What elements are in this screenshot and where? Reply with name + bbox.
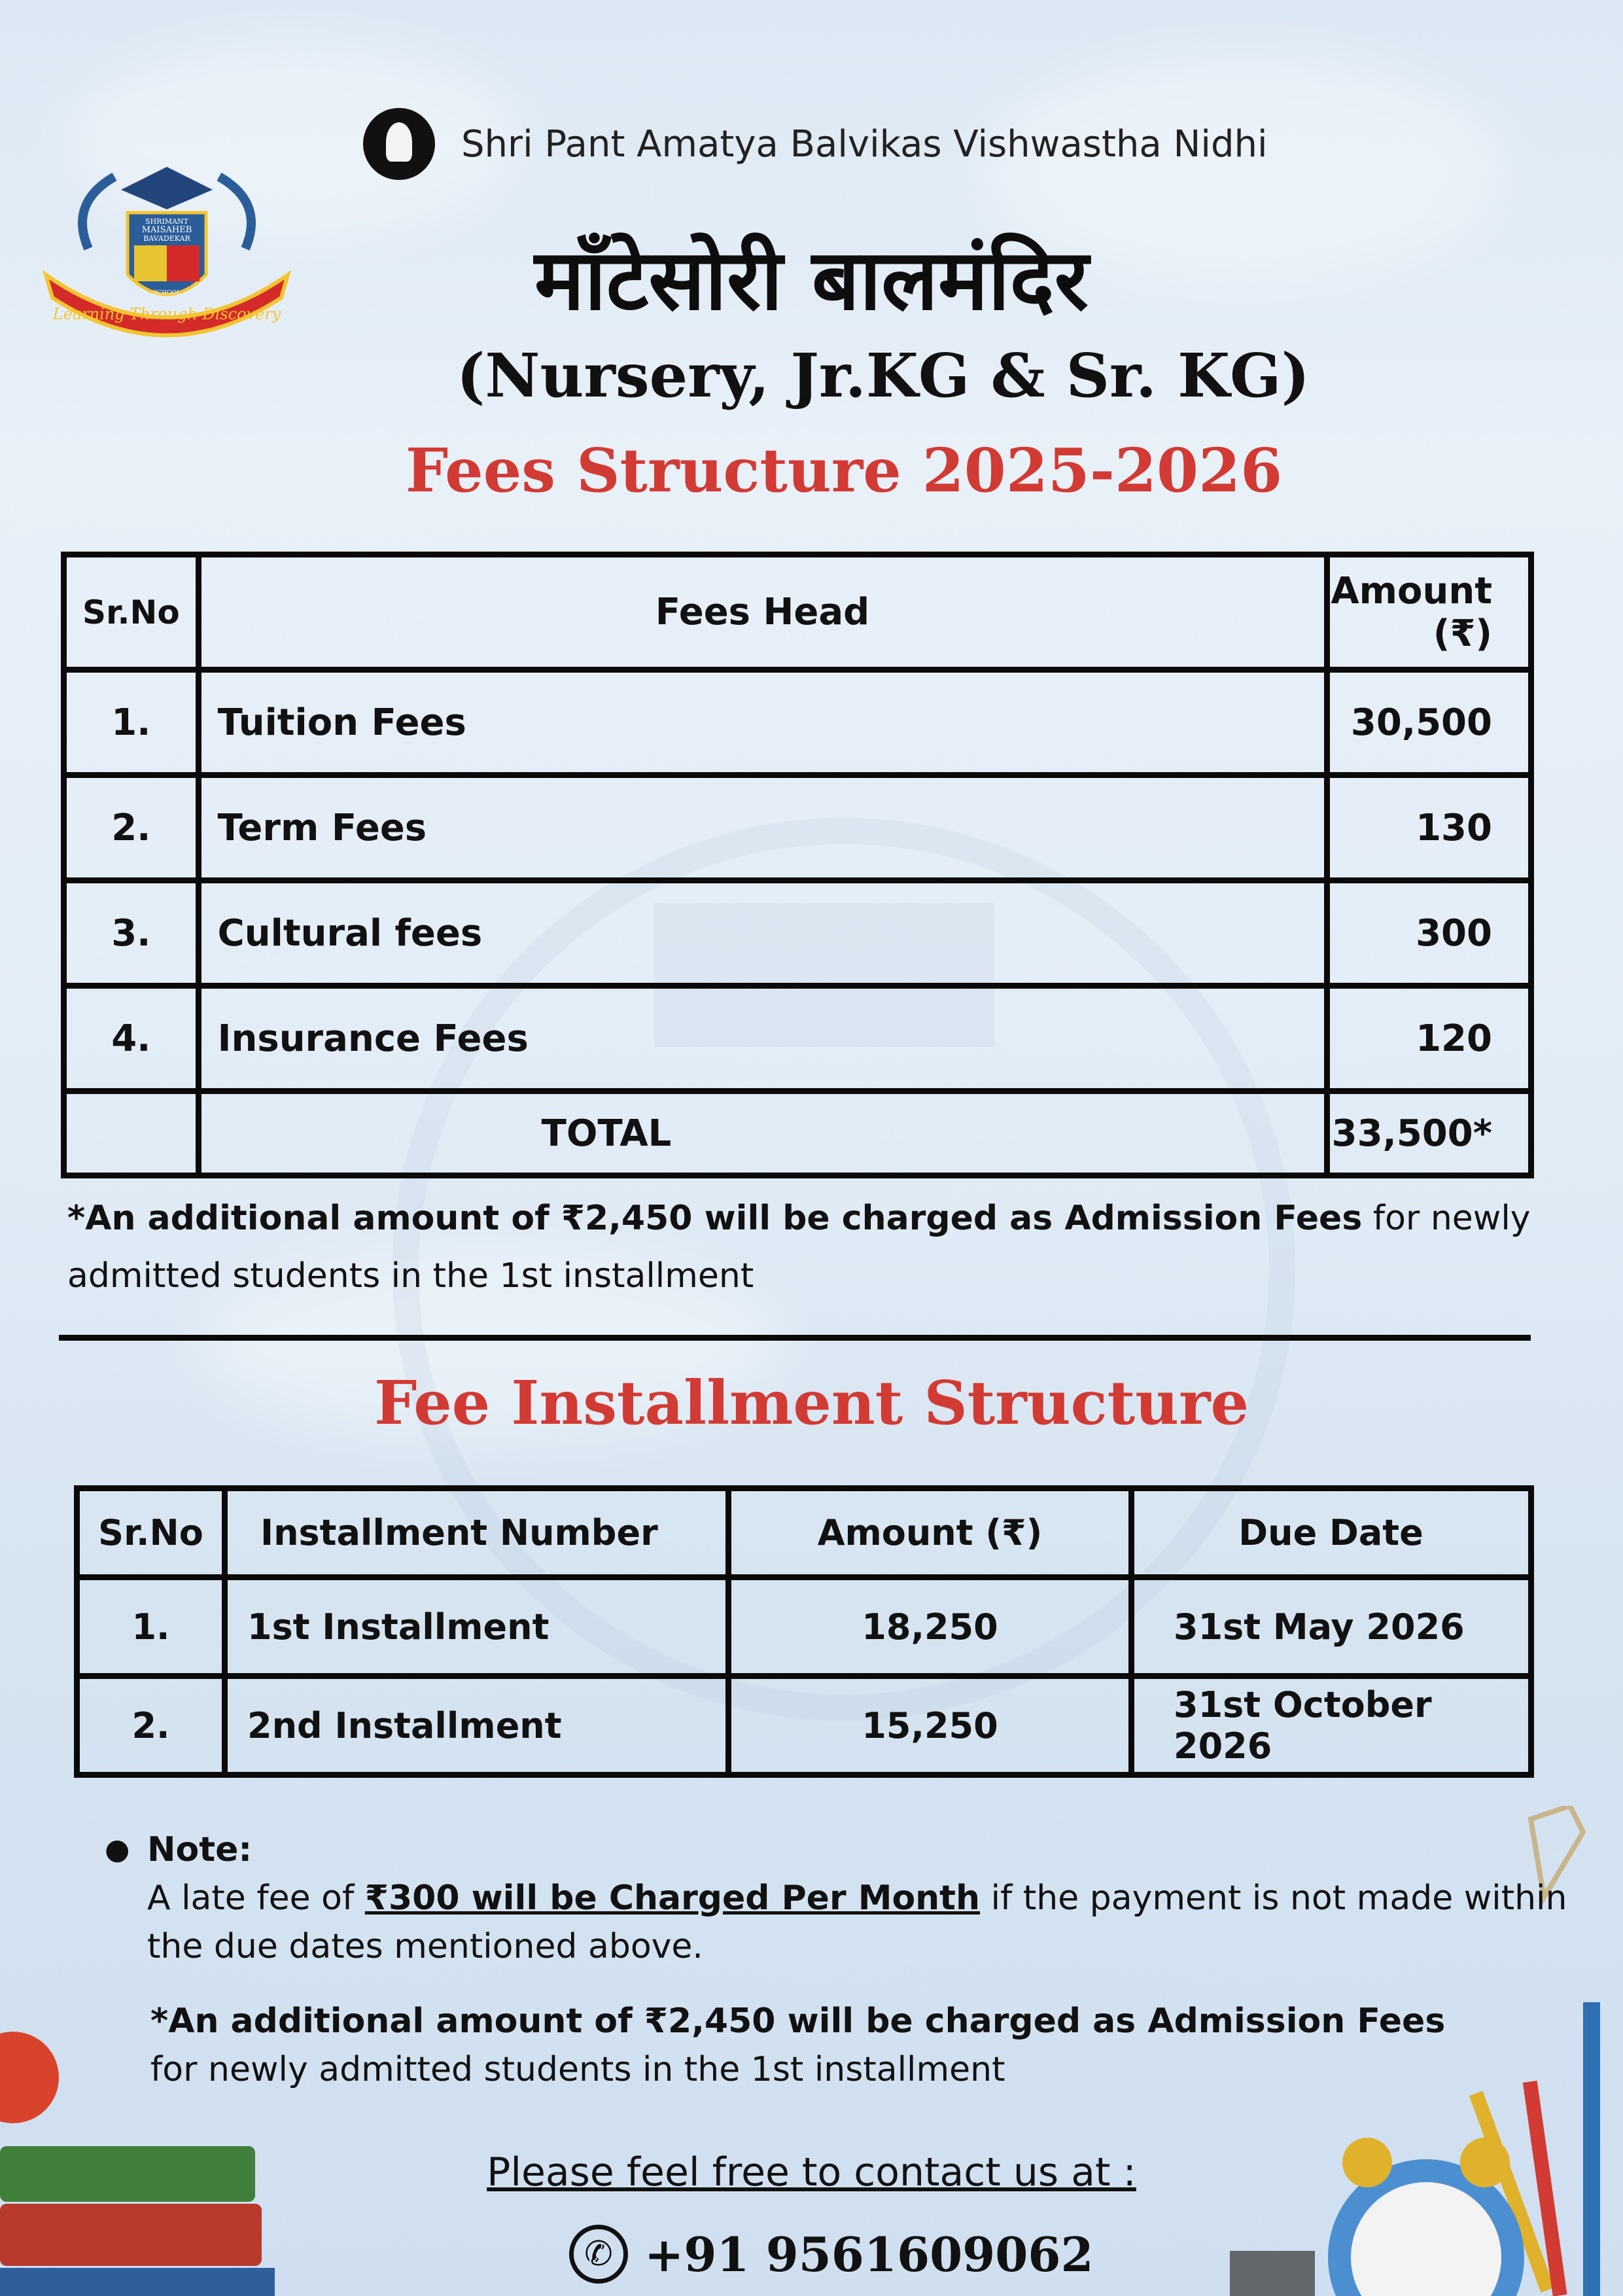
column-header-fees-head: Fees Head	[198, 555, 1327, 670]
cell-fees-head: Cultural fees	[198, 881, 1327, 986]
column-header-due-date: Due Date	[1132, 1489, 1531, 1578]
table-row	[64, 670, 1531, 775]
cell-amount: 120	[1327, 986, 1531, 1091]
cell-sr: 3.	[64, 881, 199, 986]
contact-prompt: Please feel free to contact us at :	[487, 2149, 1136, 2195]
total-row	[64, 1091, 1531, 1176]
cell-fees-head: Insurance Fees	[198, 986, 1327, 1091]
admission-footnote	[67, 1190, 1539, 1305]
cell-sr: 1.	[77, 1578, 225, 1676]
phone-icon: ✆	[569, 2225, 628, 2284]
column-header-installment-number: Installment Number	[225, 1489, 729, 1578]
section-divider	[59, 1335, 1531, 1341]
cell-sr: 1.	[64, 670, 199, 775]
phone-contact[interactable]	[569, 2225, 1094, 2284]
cell-fees-head: Term Fees	[198, 775, 1327, 881]
note-label: Note:	[147, 1830, 253, 1869]
cell-amount: 130	[1327, 775, 1531, 881]
footnote-rest: for newly admitted students in the 1st installment	[67, 1199, 1531, 1296]
column-header-amount: Amount (₹)	[1327, 555, 1531, 670]
installment-title: Fee Installment Structure	[374, 1368, 1249, 1438]
table-row	[77, 1578, 1531, 1676]
trust-name: Shri Pant Amatya Balvikas Vishwastha Nidhi	[461, 122, 1268, 166]
cell-sr: 2.	[64, 775, 199, 881]
school-logo-text: SCHOOL	[153, 290, 181, 296]
late-fee-note	[105, 1826, 1577, 1971]
fees-structure-title: Fees Structure 2025-2026	[405, 435, 1283, 506]
table-row	[64, 881, 1531, 986]
subtitle-classes: (Nursery, Jr.KG & Sr. KG)	[456, 340, 1310, 411]
cell-sr-empty	[64, 1091, 199, 1176]
table-header-row	[77, 1489, 1531, 1578]
total-amount: 33,500*	[1327, 1091, 1531, 1176]
school-logo-text: BAVADEKAR	[143, 234, 190, 243]
note-text: A late fee of ₹300 will be Charged Per Month if the payment is not made within the due dates mentioned above.	[147, 1879, 1567, 1966]
admission-footnote-repeat	[150, 1997, 1492, 2094]
phone-number[interactable]: +91 9561609062	[644, 2226, 1094, 2282]
cell-installment-number: 1st Installment	[225, 1578, 729, 1676]
table-row	[64, 986, 1531, 1091]
installment-table	[74, 1485, 1534, 1778]
cell-fees-head: Tuition Fees	[198, 670, 1327, 775]
school-logo-text: SHRIMANT	[145, 217, 188, 226]
title-hindi: माँटेसोरी बालमंदिर	[534, 232, 1089, 329]
column-header-sr: Sr.No	[64, 555, 199, 670]
school-logo-text: MAISAHEB	[141, 225, 192, 235]
cell-amount: 18,250	[729, 1578, 1132, 1676]
table-header-row	[64, 555, 1531, 670]
trust-header	[363, 98, 1268, 190]
late-fee-amount: ₹300 will be Charged Per Month	[364, 1879, 981, 1918]
cell-amount: 300	[1327, 881, 1531, 986]
school-motto: Learning Through Discovery	[52, 305, 281, 323]
cell-installment-number: 2nd Installment	[225, 1676, 729, 1775]
footnote-bold: *An additional amount of ₹2,450 will be charged as Admission Fees	[150, 2002, 1446, 2041]
cell-sr: 4.	[64, 986, 199, 1091]
total-label: TOTAL	[198, 1091, 1327, 1176]
cell-due-date: 31st May 2026	[1132, 1578, 1531, 1676]
cell-amount: 30,500	[1327, 670, 1531, 775]
cell-due-date: 31st October 2026	[1132, 1676, 1531, 1775]
table-row	[77, 1676, 1531, 1775]
footnote-rest: for newly admitted students in the 1st installment	[150, 2050, 1005, 2089]
bullet-icon: ●	[105, 1833, 130, 1866]
cell-amount: 15,250	[729, 1676, 1132, 1775]
column-header-sr: Sr.No	[77, 1489, 225, 1578]
fees-table	[61, 552, 1534, 1178]
footnote-bold: *An additional amount of ₹2,450 will be charged as Admission Fees	[67, 1199, 1363, 1238]
column-header-amount: Amount (₹)	[729, 1489, 1132, 1578]
table-row	[64, 775, 1531, 881]
trust-logo	[363, 108, 435, 180]
cell-sr: 2.	[77, 1676, 225, 1775]
